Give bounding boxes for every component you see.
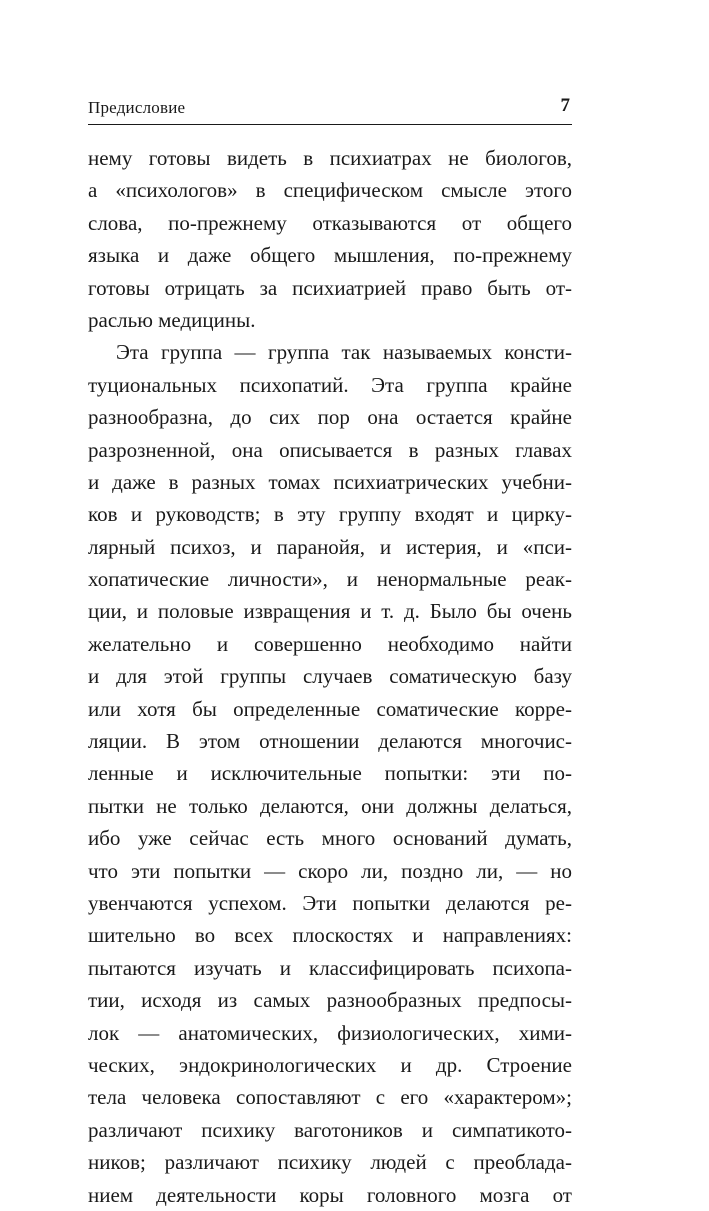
text-line: ческих, эндокринологических и др. Строение (88, 1052, 572, 1077)
text-line: пытки не только делаются, они должны делаться, (88, 793, 572, 818)
body-text (88, 142, 572, 1211)
text-line: разрозненной, она описывается в разных главах (88, 437, 572, 462)
page-number: 7 (560, 95, 570, 116)
text-line: раслью медицины. (88, 307, 256, 332)
text-line: ляции. В этом отношении делаются многочис- (88, 729, 572, 754)
text-line: разнообразна, до сих пор она остается крайне (88, 405, 572, 430)
paragraph (88, 336, 572, 1211)
text-line: лярный психоз, и паранойя, и истерия, и «пси- (88, 534, 572, 559)
text-line: и для этой группы случаев соматическую базу (88, 664, 572, 689)
text-line: нему готовы видеть в психиатрах не биологов, (88, 146, 572, 170)
text-line: желательно и совершенно необходимо найти (88, 631, 572, 656)
text-line: нием деятельности коры головного мозга от (88, 1182, 572, 1207)
text-line: и даже в разных томах психиатрических учебни- (88, 469, 572, 494)
text-line: готовы отрицать за психиатрией право быть от- (88, 275, 572, 300)
text-line: увенчаются успехом. Эти попытки делаются ре- (88, 890, 572, 915)
text-line: хопатические личности», и ненормальные реак- (88, 567, 572, 592)
text-line: различают психику ваготоников и симпатикото- (88, 1117, 572, 1142)
text-line: пытаются изучать и классифицировать психопа- (88, 955, 572, 980)
header-title: Предисловие (88, 98, 186, 117)
text-line: что эти попытки — скоро ли, поздно ли, — но (88, 858, 572, 883)
text-line: или хотя бы определенные соматические корре- (88, 696, 572, 721)
text-line: лок — анатомических, физиологических, хими- (88, 1020, 572, 1045)
text-line: ков и руководств; в эту группу входят и цирку- (88, 502, 572, 527)
text-line: ибо уже сейчас есть много оснований думать, (88, 826, 572, 851)
text-line: тела человека сопоставляют с его «характером»; (88, 1085, 572, 1110)
running-header (88, 94, 572, 125)
paragraph (88, 142, 572, 336)
text-line: языка и даже общего мышления, по-прежнему (88, 243, 572, 268)
text-line: туциональных психопатий. Эта группа крайне (88, 372, 572, 397)
text-line: слова, по-прежнему отказываются от общего (88, 210, 572, 235)
text-line: а «психологов» в специфическом смысле этого (88, 178, 572, 203)
text-line: ленные и исключительные попытки: эти по- (88, 761, 572, 786)
text-line: Эта группа — группа так называемых консти- (116, 340, 572, 365)
text-line: тии, исходя из самых разнообразных предпосы- (88, 988, 572, 1013)
text-line: ции, и половые извращения и т. д. Было бы очень (88, 599, 572, 624)
text-line: ников; различают психику людей с преоблада- (88, 1150, 572, 1175)
text-line: шительно во всех плоскостях и направлениях: (88, 923, 572, 948)
